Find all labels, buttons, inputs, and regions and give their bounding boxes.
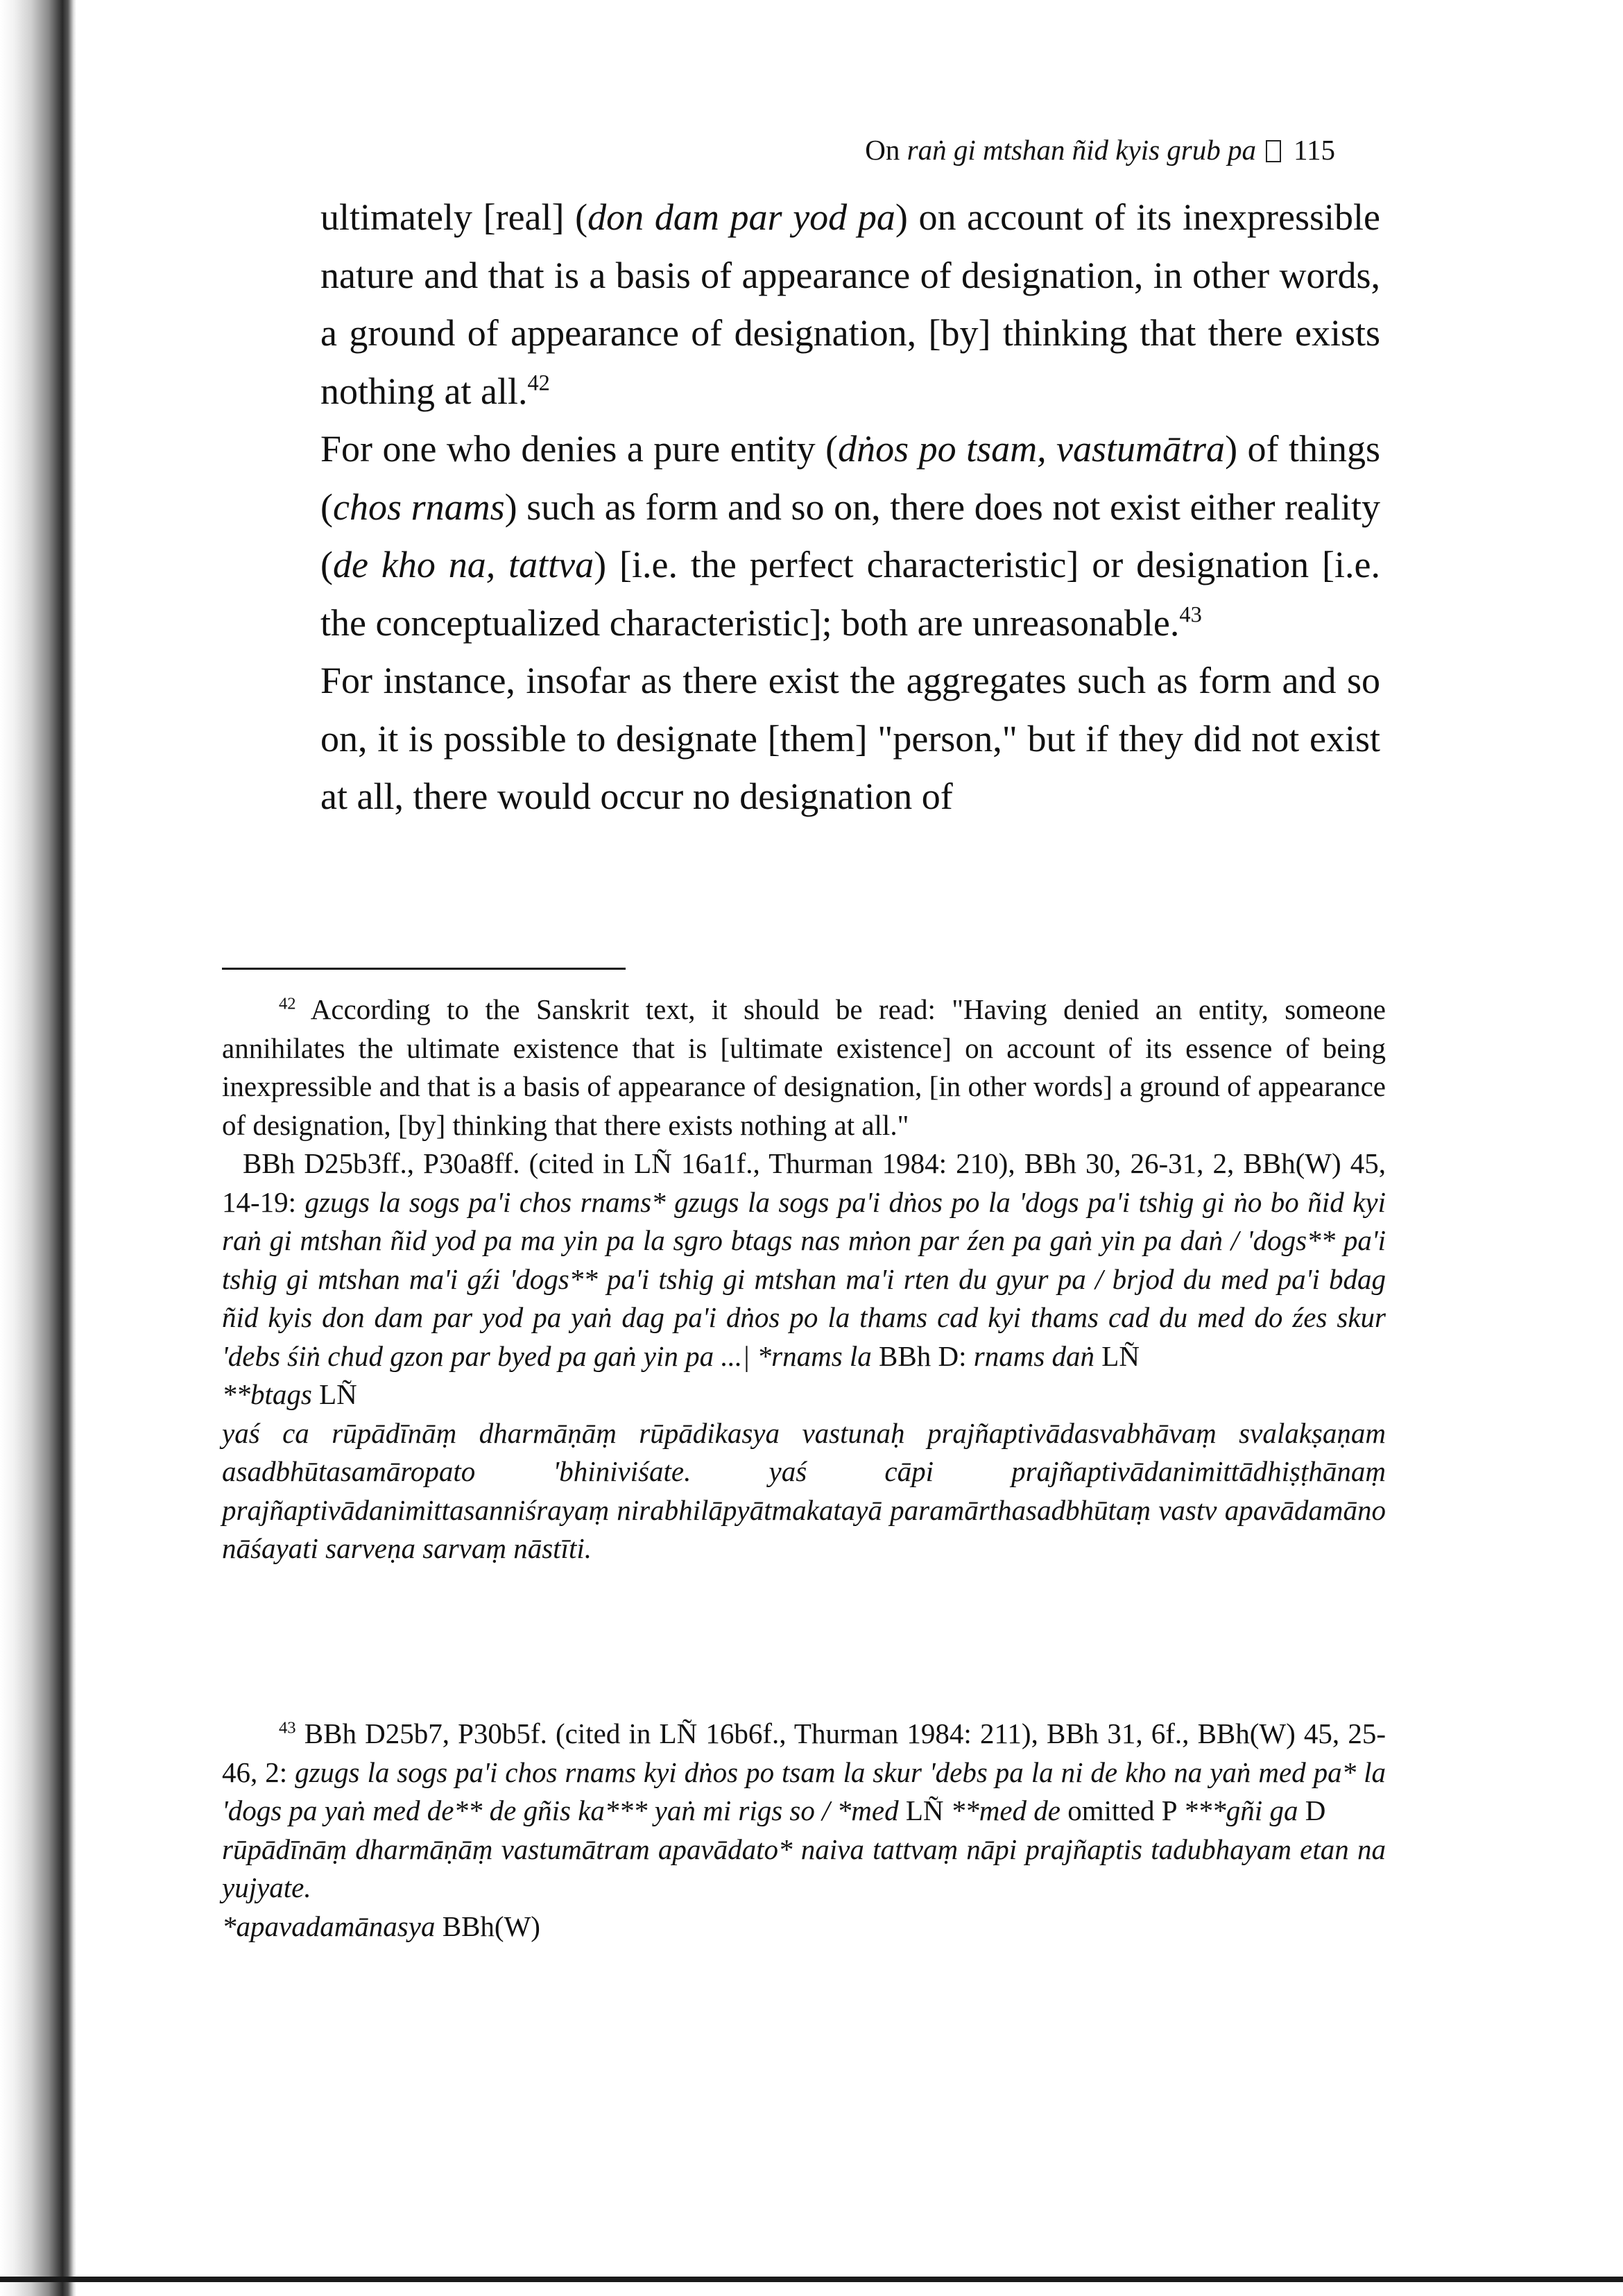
running-head-title: raṅ gi mtshan ñid kyis grub pa xyxy=(907,134,1257,166)
footnote-42-text: $^{42}$ According to the Sanskrit text, it should be read: "Having denied an entity, someone annihilates the ultimate existence that is [ultimate existence] on account of its essence of being inexpressible and that is a basis of appearance of designation, [in other words] a ground of appearance of designation, [by] thinking that there exists nothing at all." xyxy=(222,993,1386,1141)
scan-binding-shadow xyxy=(0,0,76,2296)
footnote-43-variant: *apavadamānasya BBh(W) xyxy=(222,1910,540,1942)
main-text xyxy=(320,189,1380,826)
footnote-43-sanskrit: rūpādīnāṃ dharmāṇāṃ vastumātram apavādato* naiva tattvaṃ nāpi prajñaptis tadubhayam etan na yujyate. xyxy=(222,1833,1386,1903)
footnote-42 xyxy=(222,991,1386,1568)
running-head xyxy=(732,132,1335,168)
footnote-ref-43[interactable]: 43 xyxy=(1179,602,1202,628)
footnote-42-tibetan: BBh D25b3ff., P30a8ff. (cited in LÑ 16a1f., Thurman 1984: 210), BBh 30, 26-31, 2, BBh(W) 45, 14-19: gzugs la sogs pa'i chos rnams* gzugs la sogs pa'i dṅos po la 'dogs pa'i tshig gi ṅo bo ñid kyi raṅ gi mtshan ñid yod pa ma yin pa la sgro btags nas mṅon par źen pa gaṅ yin pa daṅ / 'dogs** pa'i tshig gi mtshan ma'i gźi 'dogs** pa'i tshig gi mtshan ma'i rten du gyur pa / brjod du med pa'i bdag ñid kyis don dam par yod pa yaṅ dag pa'i dṅos po la thams cad kyi thams cad du med do źes skur 'debs śiṅ chud gzon par byed pa gaṅ yin pa ...| *rnams la BBh D: rnams daṅ LÑ xyxy=(222,1147,1386,1372)
footnote-ref-42[interactable]: 42 xyxy=(527,370,550,396)
footnote-43-number: 43 xyxy=(279,1718,296,1738)
section-separator-icon xyxy=(1266,140,1281,162)
running-head-prefix: On xyxy=(865,134,900,166)
footnote-43 xyxy=(222,1715,1386,1946)
main-paragraph-3: For instance, insofar as there exist the aggregates such as form and so on, it is possible to designate [them] "person," but if they did not exist at all, there would occur no designation of xyxy=(320,660,1380,817)
main-paragraph-1: ultimately [real] (don dam par yod pa) on account of its inexpressible nature and that is a basis of appearance of designation, in other words, a ground of appearance of designation, [by] thinking that there exists nothing at all.$^{42}$ xyxy=(320,196,1380,412)
footnote-42-number: 42 xyxy=(279,994,296,1013)
footnote-42-sanskrit: yaś ca rūpādīnāṃ dharmāṇāṃ rūpādikasya vastunaḥ prajñaptivādasvabhāvaṃ svalakṣaṇam asadbhūtasamāropato 'bhiniviśate. yaś cāpi prajñaptivādanimittādhiṣṭhānaṃ prajñaptivādanimittasanniśrayaṃ nirabhilāpyātmakatayā paramārthasadbhūtaṃ vastv apavādamāno nāśayati sarveṇa sarvaṃ nāstīti. xyxy=(222,1416,1386,1564)
page-bottom-edge xyxy=(0,2277,1623,2282)
footnote-rule xyxy=(222,968,626,970)
footnote-42-variant: **btags LÑ xyxy=(222,1378,357,1410)
main-paragraph-2: For one who denies a pure entity (dṅos po tsam, vastumātra) of things (chos rnams) such as form and so on, there does not exist either reality (de kho na, tattva) [i.e. the perfect characteristic] or designation [i.e. the conceptualized characteristic]; both are unreasonable.$^{43}$ xyxy=(320,428,1380,644)
footnote-43-text: $^{43}$ BBh D25b7, P30b5f. (cited in LÑ 16b6f., Thurman 1984: 211), BBh 31, 6f., BBh(W) 45, 25-46, 2: gzugs la sogs pa'i chos rnams kyi dṅos po tsam la skur 'debs pa la ni de kho na yaṅ med pa* la 'dogs pa yaṅ med de** de gñis ka*** yaṅ mi rigs so / *med LÑ **med de omitted P ***gñi ga D xyxy=(222,1717,1386,1826)
page-number: 115 xyxy=(1294,134,1335,166)
